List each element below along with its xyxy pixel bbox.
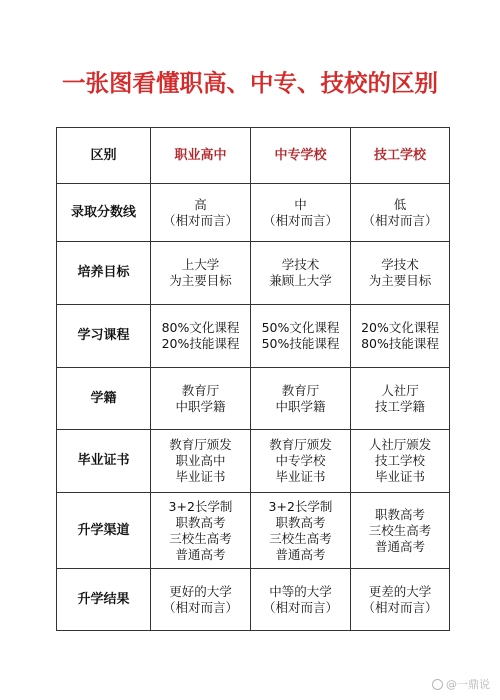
row-label: 升学结果 bbox=[57, 569, 151, 631]
circle-logo-icon bbox=[432, 679, 443, 690]
table-cell: 教育厅 中职学籍 bbox=[251, 368, 351, 430]
table-cell: 人社厅 技工学籍 bbox=[351, 368, 450, 430]
table-row bbox=[57, 305, 450, 368]
header-cell-category: 区别 bbox=[57, 128, 151, 184]
table-cell: 学技术 为主要目标 bbox=[351, 242, 450, 305]
header-cell-technical-school: 技工学校 bbox=[351, 128, 450, 184]
table-cell: 3+2长学制 职教高考 三校生高考 普通高考 bbox=[151, 493, 251, 569]
watermark bbox=[432, 676, 490, 692]
table-cell: 人社厅颁发 技工学校 毕业证书 bbox=[351, 430, 450, 493]
table-cell: 职教高考 三校生高考 普通高考 bbox=[351, 493, 450, 569]
table-cell: 80%文化课程 20%技能课程 bbox=[151, 305, 251, 368]
table-cell: 教育厅颁发 职业高中 毕业证书 bbox=[151, 430, 251, 493]
table-cell: 50%文化课程 50%技能课程 bbox=[251, 305, 351, 368]
row-label: 培养目标 bbox=[57, 242, 151, 305]
table-row bbox=[57, 430, 450, 493]
table-cell: 高 （相对而言） bbox=[151, 184, 251, 242]
comparison-table bbox=[56, 127, 450, 631]
table-cell: 更差的大学 （相对而言） bbox=[351, 569, 450, 631]
row-label: 学习课程 bbox=[57, 305, 151, 368]
table-row bbox=[57, 368, 450, 430]
table-cell: 学技术 兼顾上大学 bbox=[251, 242, 351, 305]
row-label: 录取分数线 bbox=[57, 184, 151, 242]
row-label: 毕业证书 bbox=[57, 430, 151, 493]
table-cell: 上大学 为主要目标 bbox=[151, 242, 251, 305]
page-title: 一张图看懂职高、中专、技校的区别 bbox=[62, 69, 438, 97]
table-cell: 20%文化课程 80%技能课程 bbox=[351, 305, 450, 368]
row-label: 升学渠道 bbox=[57, 493, 151, 569]
table-row bbox=[57, 493, 450, 569]
table-cell: 中 （相对而言） bbox=[251, 184, 351, 242]
table-row bbox=[57, 184, 450, 242]
table-row bbox=[57, 569, 450, 631]
table-cell: 3+2长学制 职教高考 三校生高考 普通高考 bbox=[251, 493, 351, 569]
table-cell: 更好的大学 （相对而言） bbox=[151, 569, 251, 631]
watermark-text: @一鼎说 bbox=[446, 678, 490, 691]
table-header-row bbox=[57, 128, 450, 184]
table-cell: 中等的大学 （相对而言） bbox=[251, 569, 351, 631]
table-cell: 教育厅 中职学籍 bbox=[151, 368, 251, 430]
header-cell-vocational-high: 职业高中 bbox=[151, 128, 251, 184]
header-cell-technical-secondary: 中专学校 bbox=[251, 128, 351, 184]
table-row bbox=[57, 242, 450, 305]
row-label: 学籍 bbox=[57, 368, 151, 430]
table-cell: 教育厅颁发 中专学校 毕业证书 bbox=[251, 430, 351, 493]
table-cell: 低 （相对而言） bbox=[351, 184, 450, 242]
